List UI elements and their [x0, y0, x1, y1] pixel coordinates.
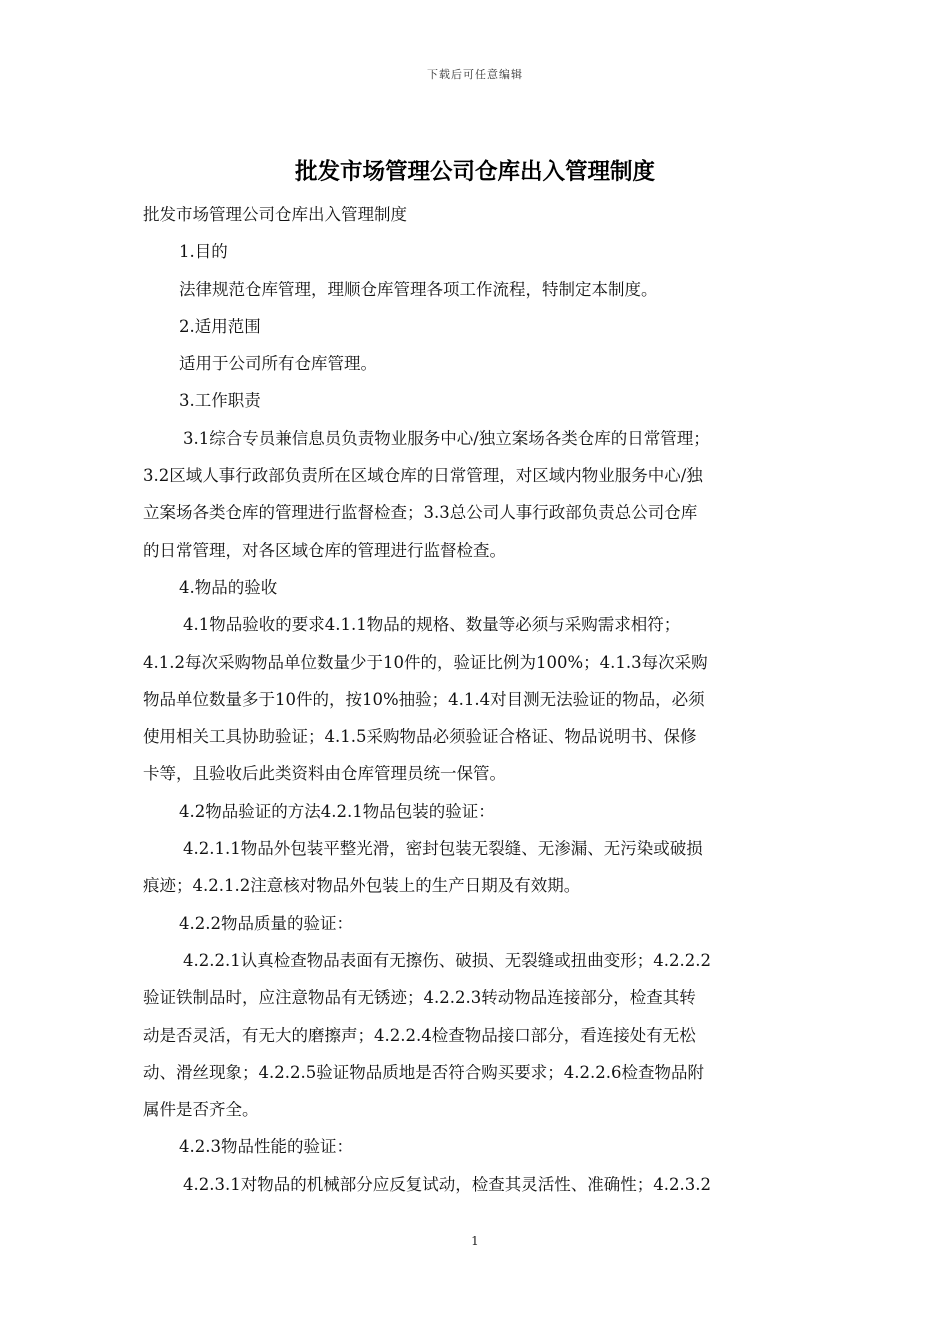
paragraph-line: 物品单位数量多于10件的，按10%抽验；4.1.4对目测无法验证的物品，必须 [143, 689, 705, 709]
paragraph-line: 4.2.1.1物品外包装平整光滑，密封包装无裂缝、无渗漏、无污染或破损 [183, 839, 703, 859]
paragraph-line: 适用于公司所有仓库管理。 [179, 354, 377, 374]
paragraph-line: 4.2.3物品性能的验证： [179, 1137, 353, 1157]
paragraph-line: 4.1.2每次采购物品单位数量少于10件的，验证比例为100%；4.1.3每次采购 [143, 652, 708, 672]
paragraph-line: 3.2区域人事行政部负责所在区域仓库的日常管理，对区域内物业服务中心/独 [143, 466, 703, 486]
paragraph-line: 4.1物品验收的要求4.1.1物品的规格、数量等必须与采购需求相符； [183, 615, 681, 635]
document-body [143, 196, 813, 1203]
section-heading-duties: 3.工作职责 [179, 391, 261, 411]
paragraph-line: 立案场各类仓库的管理进行监督检查；3.3总公司人事行政部负责总公司仓库 [143, 503, 698, 523]
document-title: 批发市场管理公司仓库出入管理制度 [294, 159, 655, 185]
paragraph-line: 属件是否齐全。 [143, 1100, 259, 1120]
header-note: 下载后可任意编辑 [427, 68, 523, 81]
section-heading-scope: 2.适用范围 [179, 316, 261, 336]
paragraph-line: 痕迹；4.2.1.2注意核对物品外包装上的生产日期及有效期。 [143, 876, 581, 896]
section-heading-purpose: 1.目的 [179, 242, 228, 262]
paragraph-line: 4.2.3.1对物品的机械部分应反复试动，检查其灵活性、准确性；4.2.3.2 [183, 1174, 711, 1194]
paragraph-line: 的日常管理，对各区域仓库的管理进行监督检查。 [143, 540, 506, 560]
page-number: 1 [471, 1234, 479, 1248]
paragraph-line: 动、滑丝现象；4.2.2.5验证物品质地是否符合购买要求；4.2.2.6检查物品附 [143, 1062, 704, 1082]
paragraph-line: 法律规范仓库管理，理顺仓库管理各项工作流程，特制定本制度。 [179, 279, 658, 299]
paragraph-line: 使用相关工具协助验证；4.1.5采购物品必须验证合格证、物品说明书、保修 [143, 727, 697, 747]
paragraph-line: 4.2.2物品质量的验证： [179, 913, 353, 933]
subtitle-line: 批发市场管理公司仓库出入管理制度 [143, 205, 407, 224]
paragraph-line: 验证铁制品时，应注意物品有无锈迹；4.2.2.3转动物品连接部分，检查其转 [143, 988, 696, 1008]
paragraph-line: 3.1综合专员兼信息员负责物业服务中心/独立案场各类仓库的日常管理； [183, 428, 710, 448]
paragraph-line: 4.2.2.1认真检查物品表面有无擦伤、破损、无裂缝或扭曲变形；4.2.2.2 [183, 950, 711, 970]
section-heading-acceptance: 4.物品的验收 [179, 577, 278, 597]
paragraph-line: 4.2物品验证的方法4.2.1物品包装的验证： [179, 801, 495, 821]
paragraph-line: 动是否灵活，有无大的磨擦声；4.2.2.4检查物品接口部分，看连接处有无松 [143, 1025, 696, 1045]
paragraph-line: 卡等，且验收后此类资料由仓库管理员统一保管。 [143, 764, 506, 784]
